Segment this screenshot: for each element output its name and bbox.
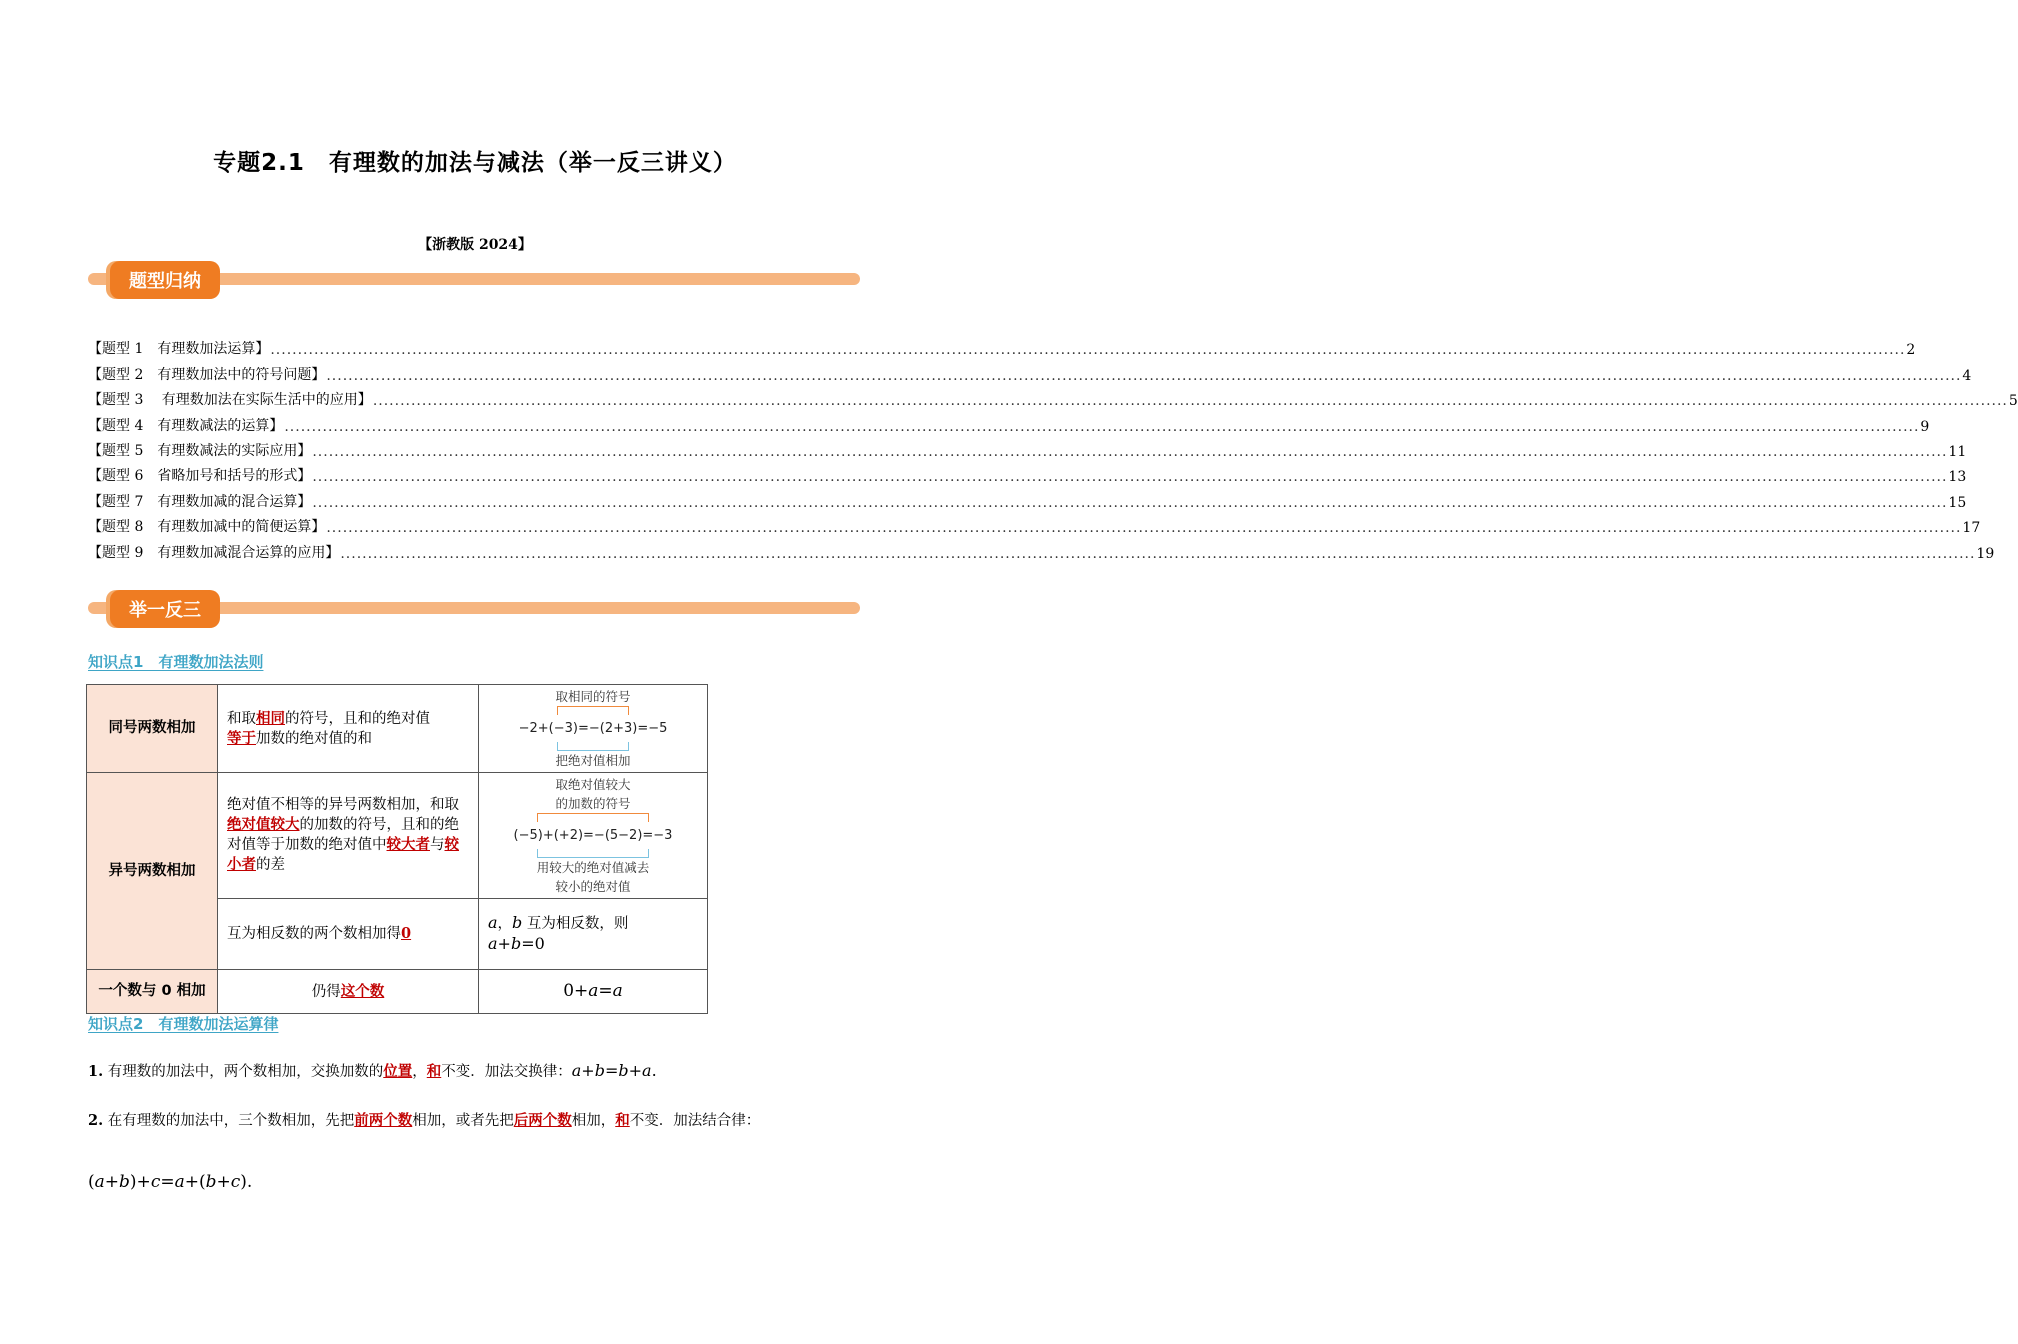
commutative-law: 1. 有理数的加法中，两个数相加，交换加数的位置，和不变．加法交换律：a+b=b+a.	[88, 1061, 657, 1080]
toc-leader-dots: ............................................................................................................................................................................................................................................................................................................	[326, 367, 1962, 384]
toc-entry-label: 【题型 9 有理数加减混合运算的应用】	[88, 544, 340, 561]
toc-entry-label: 【题型 7 有理数加减的混合运算】	[88, 493, 312, 510]
toc-entry-page: 4	[1962, 367, 1972, 384]
toc-leader-dots: ............................................................................................................................................................................................................................................................................................................	[312, 494, 1948, 511]
rule-header-add-zero: 一个数与 0 相加	[87, 970, 218, 1014]
toc-entry-page: 11	[1948, 443, 1967, 460]
toc-leader-dots: ............................................................................................................................................................................................................................................................................................................	[372, 393, 2008, 410]
toc-entry-label: 【题型 2 有理数加法中的符号问题】	[88, 366, 326, 383]
rule-example-add-zero: 0+a=a	[479, 970, 708, 1014]
toc-entry-label: 【题型 3 有理数加法在实际生活中的应用】	[88, 392, 372, 409]
toc-entry[interactable]	[88, 409, 1930, 435]
rule-figure-same-sign: 取相同的符号 −2+(−3)=−(2+3)=−5 把绝对值相加	[479, 685, 708, 773]
toc-entry[interactable]	[88, 536, 1995, 562]
toc-entry-label: 【题型 6 省略加号和括号的形式】	[88, 468, 312, 485]
associative-law: 2. 在有理数的加法中，三个数相加，先把前两个数相加，或者先把后两个数相加，和不变．加法结合律：	[88, 1112, 761, 1129]
toc-entry[interactable]	[88, 460, 1967, 486]
toc-leader-dots: ............................................................................................................................................................................................................................................................................................................	[326, 520, 1962, 537]
toc-entry-page: 9	[1920, 418, 1930, 435]
toc-leader-dots: ............................................................................................................................................................................................................................................................................................................	[312, 443, 1948, 460]
toc-leader-dots: ............................................................................................................................................................................................................................................................................................................	[270, 342, 1906, 359]
knowledge-point-2-title: 知识点2 有理数加法运算律	[88, 1015, 279, 1033]
example-equation: (−5)+(+2)=−(5−2)=−3	[513, 828, 673, 843]
knowledge-point-1-title: 知识点1 有理数加法法则	[88, 653, 264, 671]
toc-entry[interactable]	[88, 384, 2018, 410]
rule-text-add-zero: 仍得这个数	[218, 970, 479, 1014]
edition-label: 【浙教版 2024】	[418, 237, 532, 253]
toc-leader-dots: ............................................................................................................................................................................................................................................................................................................	[340, 545, 1976, 562]
toc-entry[interactable]	[88, 435, 1967, 460]
toc-entry-label: 【题型 4 有理数减法的运算】	[88, 417, 284, 434]
toc-entry[interactable]	[88, 358, 1972, 384]
toc-entry-label: 【题型 8 有理数加减中的简便运算】	[88, 519, 326, 536]
toc-entry-page: 5	[2008, 393, 2018, 410]
toc-leader-dots: ............................................................................................................................................................................................................................................................................................................	[312, 469, 1948, 486]
toc-entry-page: 17	[1962, 520, 1981, 537]
toc-entry-page: 15	[1948, 494, 1967, 511]
section-banner-types: 题型归纳	[110, 261, 220, 299]
rule-figure-opposite-sign: 取绝对值较大 的加数的符号 (−5)+(+2)=−(5−2)=−3 用较大的绝对值减去 较小的绝对值	[479, 773, 708, 899]
page-title: 专题2.1 有理数的加法与减法（举一反三讲义）	[213, 150, 737, 176]
toc-leader-dots: ............................................................................................................................................................................................................................................................................................................	[284, 418, 1920, 435]
toc-entry-page: 13	[1948, 469, 1967, 486]
rule-text-same-sign: 和取相同的符号，且和的绝对值 等于加数的绝对值的和	[218, 685, 479, 773]
addition-rules-table	[86, 684, 708, 1014]
toc-entry[interactable]	[88, 511, 1981, 537]
rule-header-same-sign: 同号两数相加	[87, 685, 218, 773]
rule-example-opposites: a，b 互为相反数，则 a+b=0	[479, 899, 708, 970]
toc-entry[interactable]	[88, 485, 1967, 511]
toc-entry-label: 【题型 5 有理数减法的实际应用】	[88, 442, 312, 459]
section-banner-examples: 举一反三	[110, 590, 220, 628]
toc-entry-page: 2	[1906, 342, 1916, 359]
toc-entry-page: 19	[1976, 545, 1995, 562]
rule-header-opposite-sign: 异号两数相加	[87, 773, 218, 970]
table-of-contents	[88, 333, 2018, 562]
example-equation: −2+(−3)=−(2+3)=−5	[518, 721, 668, 736]
toc-entry-label: 【题型 1 有理数加法运算】	[88, 341, 270, 358]
toc-entry[interactable]	[88, 333, 1916, 359]
associative-law-formula: (a+b)+c=a+(b+c).	[88, 1172, 253, 1192]
rule-text-opposite-sign: 绝对值不相等的异号两数相加，和取绝对值较大的加数的符号，且和的绝对值等于加数的绝对值中较大者与较小者的差	[218, 773, 479, 899]
rule-text-opposites: 互为相反数的两个数相加得0	[218, 899, 479, 970]
